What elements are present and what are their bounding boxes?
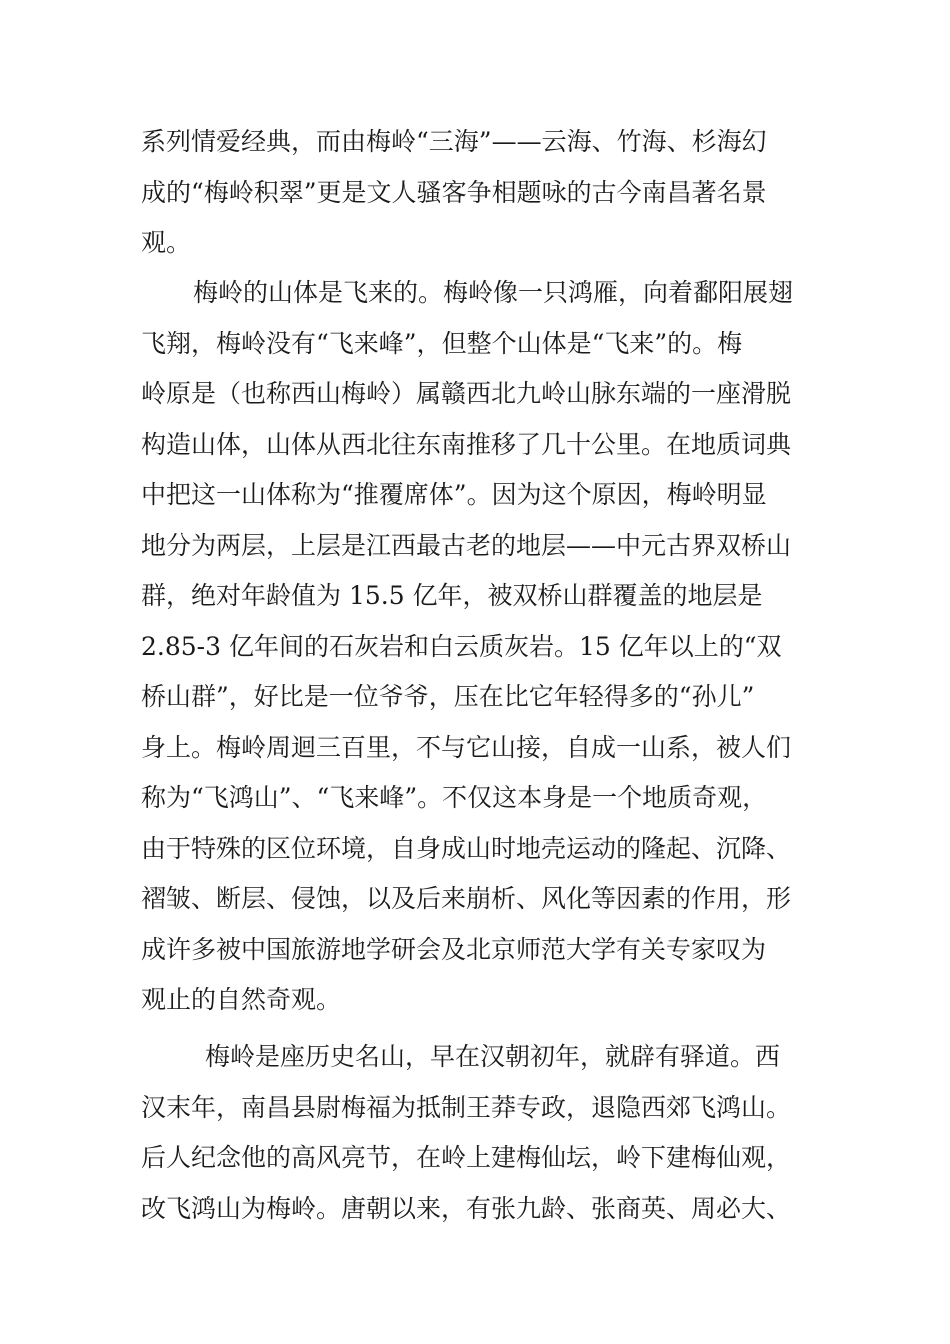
text-line: 身上。梅岭周迴三百里，不与它山接，自成一山系，被人们: [141, 732, 792, 762]
text-line: 成许多被中国旅游地学研会及北京师范大学有关专家叹为: [141, 934, 767, 964]
text-line: 改飞鸿山为梅岭。唐朝以来，有张九龄、张商英、周必大、: [141, 1193, 792, 1223]
text-line: 群，绝对年龄值为 15.5 亿年，被双桥山群覆盖的地层是: [141, 581, 763, 610]
text-line: 成的“梅岭积翠”更是文人骚客争相题咏的古今南昌著名景: [141, 177, 767, 207]
text-line: 称为“飞鸿山”、“飞来峰”。不仅这本身是一个地质奇观，: [141, 783, 768, 812]
text-line: 汉末年，南昌县尉梅福为抵制王莽专政，退隐西郊飞鸿山。: [141, 1092, 792, 1122]
paragraph-3: [141, 1032, 831, 1234]
text-line: 由于特殊的区位环境，自身成山时地壳运动的隆起、沉降、: [141, 833, 792, 863]
text-line: 岭原是（也称西山梅岭）属赣西北九岭山脉东端的一座滑脱: [141, 379, 792, 408]
text-line: 梅岭是座历史名山，早在汉朝初年，就辟有驿道。西: [205, 1042, 781, 1071]
text-line: 后人纪念他的高风亮节，在岭上建梅仙坛，岭下建梅仙观，: [141, 1143, 792, 1172]
text-line: 地分为两层，上层是江西最古老的地层——中元古界双桥山: [141, 530, 792, 560]
text-line: 中把这一山体称为“推覆席体”。因为这个原因，梅岭明显: [141, 480, 767, 509]
text-line: 系列情爱经典，而由梅岭“三海”——云海、竹海、杉海幻: [141, 127, 767, 156]
text-line: 2.85-3 亿年间的石灰岩和白云质灰岩。15 亿年以上的“双: [141, 631, 782, 661]
paragraph-1: [141, 117, 831, 269]
text-line: 褶皱、断层、侵蚀，以及后来崩析、风化等因素的作用，形: [141, 884, 792, 913]
text-line: 构造山体，山体从西北往东南推移了几十公里。在地质词典: [141, 429, 792, 459]
text-line: 桥山群”，好比是一位爷爷，压在比它年轻得多的“孙儿”: [141, 682, 755, 711]
text-line: 梅岭的山体是飞来的。梅岭像一只鸿雁，向着鄱阳展翅: [193, 278, 794, 307]
paragraph-2: [141, 268, 831, 1026]
text-line: 观止的自然奇观。: [141, 985, 342, 1014]
text-line: 观。: [141, 228, 192, 257]
text-line: 飞翔，梅岭没有“飞来峰”，但整个山体是“飞来”的。梅: [141, 328, 743, 358]
